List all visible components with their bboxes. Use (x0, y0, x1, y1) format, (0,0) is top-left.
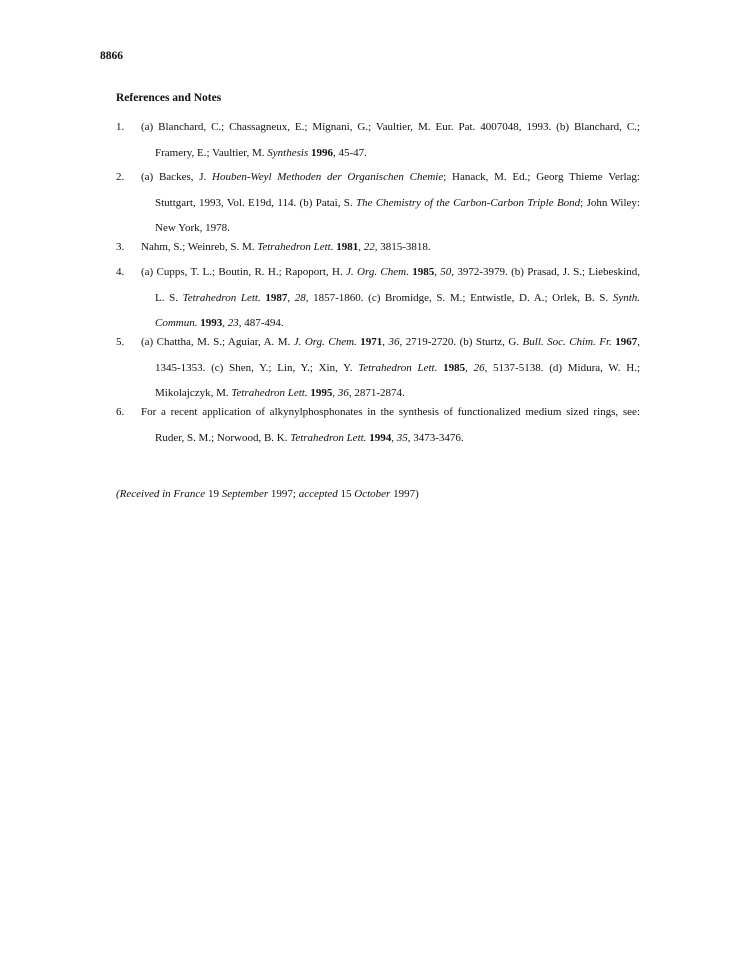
italic-text: Tetrahedron Lett. (231, 387, 308, 399)
reference-item (116, 235, 640, 261)
italic-text: The Chemistry of the Carbon-Carbon Triple Bond (356, 196, 581, 209)
italic-text: Synth. Commun. (155, 291, 641, 329)
text-run: , 1345-1353. (c) Shen, Y.; Lin, Y.; Xin, Y. (155, 336, 640, 374)
text-run: , (332, 387, 338, 399)
italic-text: 23 (227, 317, 239, 329)
reference-number: 4. (116, 266, 125, 278)
year-text: 1993 (200, 317, 223, 329)
reference-item (116, 115, 640, 166)
received-note (116, 488, 419, 500)
text-run: , (287, 291, 295, 304)
reference-number: 5. (116, 336, 125, 348)
reference-text (141, 260, 640, 337)
italic-text: September (221, 488, 269, 500)
text-run: ; John Wiley: New York, 1978. (155, 196, 640, 234)
italic-text: J. Org. Chem. (293, 336, 357, 348)
italic-text: ( (116, 488, 120, 500)
italic-text: Tetrahedron Lett. (182, 291, 261, 304)
italic-text: Bull. Soc. Chim. Fr. (522, 336, 612, 348)
text-run: For a recent application of alkynylphosphonates in the synthesis of functionalized medium sized rings, see: Ruder, S. M.; Norwood, B. K. (141, 406, 640, 444)
reference-item (116, 400, 640, 451)
text-run: , (222, 317, 228, 329)
year-text: 1981 (336, 241, 359, 253)
reference-text (141, 400, 640, 451)
year-text: 1967 (615, 336, 638, 348)
text-run: ; Hanack, M. Ed.; Georg Thieme Verlag: Stuttgart, 1993, Vol. E19d, 114. (b) Patai, S. (155, 171, 640, 209)
text-run: (a) Cupps, T. L.; Boutin, R. H.; Rapoport, H. (141, 266, 347, 278)
text-run: , 2871-2874. (348, 387, 405, 399)
reference-number: 1. (116, 121, 125, 133)
text-run: (a) Backes, J. (141, 171, 213, 183)
text-run: 1997) (390, 488, 419, 500)
text-run: 15 (337, 488, 355, 500)
reference-item (116, 165, 640, 242)
text-run: (a) Blanchard, C.; Chassagneux, E.; Mignani, G.; Vaultier, M. Eur. Pat. 4007048, 1993. (b) Blanchard, C.; Framery, E.; Vaultier, M. (141, 121, 640, 159)
reference-number: 3. (116, 241, 125, 253)
italic-text: 50 (440, 266, 452, 278)
text-run: , 5137-5138. (d) Midura, W. H.; Mikolajczyk, M. (155, 361, 641, 399)
section-heading: References and Notes (116, 92, 222, 104)
reference-number: 6. (116, 406, 125, 418)
text-run: , 1857-1860. (c) Bromidge, S. M.; Entwistle, D. A.; Orlek, B. S. (305, 291, 613, 304)
italic-text: Synthesis (267, 146, 309, 159)
italic-text: 22 (363, 241, 375, 253)
text-run: Nahm, S.; Weinreb, S. M. (141, 241, 258, 253)
page-number: 8866 (100, 50, 123, 62)
year-text: 1971 (360, 336, 383, 348)
text-run: , 2719-2720. (b) Sturtz, G. (399, 336, 523, 348)
reference-number: 2. (116, 171, 125, 183)
text-run: , 3473-3476. (407, 431, 464, 444)
reference-text (141, 330, 640, 407)
year-text: 1987 (265, 291, 288, 304)
italic-text: 28 (294, 291, 306, 304)
year-text: 1985 (443, 361, 466, 374)
text-run: 1997; (268, 488, 299, 500)
reference-text (141, 165, 640, 242)
year-text: 1995 (310, 387, 333, 399)
italic-text: J. Org. Chem. (346, 266, 409, 278)
text-run: (a) Chattha, M. S.; Aguiar, A. M. (141, 336, 294, 348)
text-run: , (391, 431, 397, 444)
italic-text: accepted (298, 488, 338, 500)
text-run: , (358, 241, 364, 253)
italic-text: 36 (337, 387, 349, 399)
text-run: , (434, 266, 441, 278)
reference-item (116, 260, 640, 337)
reference-text (141, 115, 640, 166)
italic-text: Houben-Weyl Methoden der Organischen Chemie (212, 171, 444, 183)
text-run: , (465, 361, 474, 374)
year-text: 1994 (369, 431, 392, 444)
italic-text: Tetrahedron Lett. (358, 361, 438, 374)
italic-text: Tetrahedron Lett. (257, 241, 334, 253)
text-run: 19 (205, 488, 222, 500)
italic-text: 26 (473, 361, 485, 374)
italic-text: Received in France (119, 488, 206, 500)
italic-text: October (354, 488, 391, 500)
reference-item (116, 330, 640, 407)
year-text: 1996 (311, 146, 333, 159)
italic-text: 35 (396, 431, 408, 444)
text-run: , 487-494. (238, 317, 284, 329)
text-run: , 3815-3818. (374, 241, 431, 253)
text-run: , (382, 336, 389, 348)
text-run: , 3972-3979. (b) Prasad, J. S.; Liebeskind, L. S. (155, 266, 640, 304)
italic-text: 36 (388, 336, 400, 348)
text-run: , 45-47. (333, 146, 367, 159)
italic-text: Tetrahedron Lett. (290, 431, 367, 444)
year-text: 1985 (412, 266, 435, 278)
reference-text (141, 235, 640, 261)
